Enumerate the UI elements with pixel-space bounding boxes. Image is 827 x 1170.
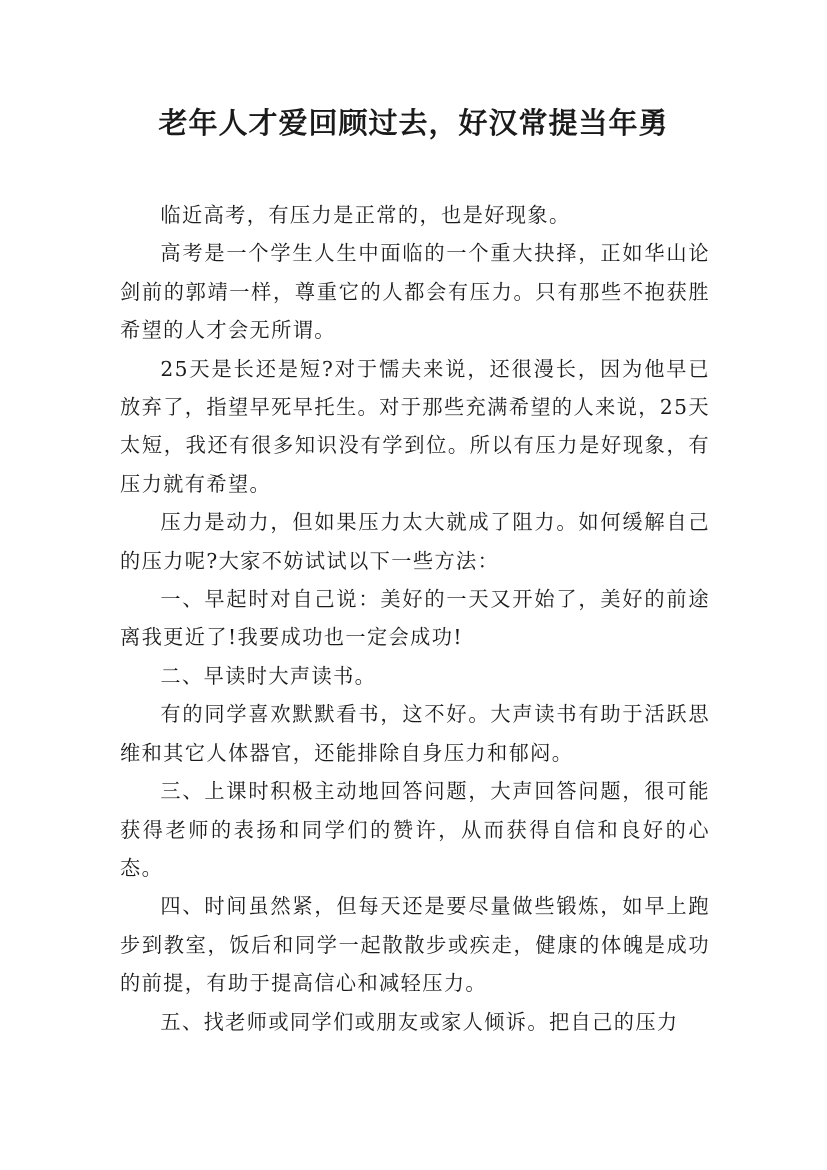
paragraph: 三、上课时积极主动地回答问题，大声回答问题，很可能获得老师的表扬和同学们的赞许，从而获得自信和良好的心态。 [120, 779, 710, 880]
paragraph: 25天是长还是短?对于懦夫来说，还很漫长，因为他早已放弃了，指望早死早托生。对于那些充满希望的人来说，25天太短，我还有很多知识没有学到位。所以有压力是好现象，有压力就有希望。 [120, 356, 710, 496]
paragraph: 一、早起时对自己说：美好的一天又开始了，美好的前途离我更近了!我要成功也一定会成功! [120, 587, 710, 650]
paragraph: 临近高考，有压力是正常的，也是好现象。 [160, 203, 571, 227]
paragraph: 高考是一个学生人生中面临的一个重大抉择，正如华山论剑前的郭靖一样，尊重它的人都会有压力。只有那些不抱获胜希望的人才会无所谓。 [120, 241, 710, 343]
paragraph: 压力是动力，但如果压力太大就成了阻力。如何缓解自己的压力呢?大家不妨试试以下一些方法： [120, 510, 710, 573]
paragraph: 四、时间虽然紧，但每天还是要尽量做些锻炼，如早上跑步到教室，饭后和同学一起散散步或疾走，健康的体魄是成功的前提，有助于提高信心和减轻压力。 [120, 894, 710, 996]
document-body [120, 196, 710, 1041]
paragraph: 五、找老师或同学们或朋友或家人倾诉。把自己的压力 [160, 1009, 679, 1034]
paragraph: 有的同学喜欢默默看书，这不好。大声读书有助于活跃思维和其它人体器官，还能排除自身压力和郁闷。 [120, 702, 710, 765]
paragraph: 二、早读时大声读书。 [160, 663, 377, 688]
document-title: 老年人才爱回顾过去，好汉常提当年勇 [158, 106, 669, 140]
